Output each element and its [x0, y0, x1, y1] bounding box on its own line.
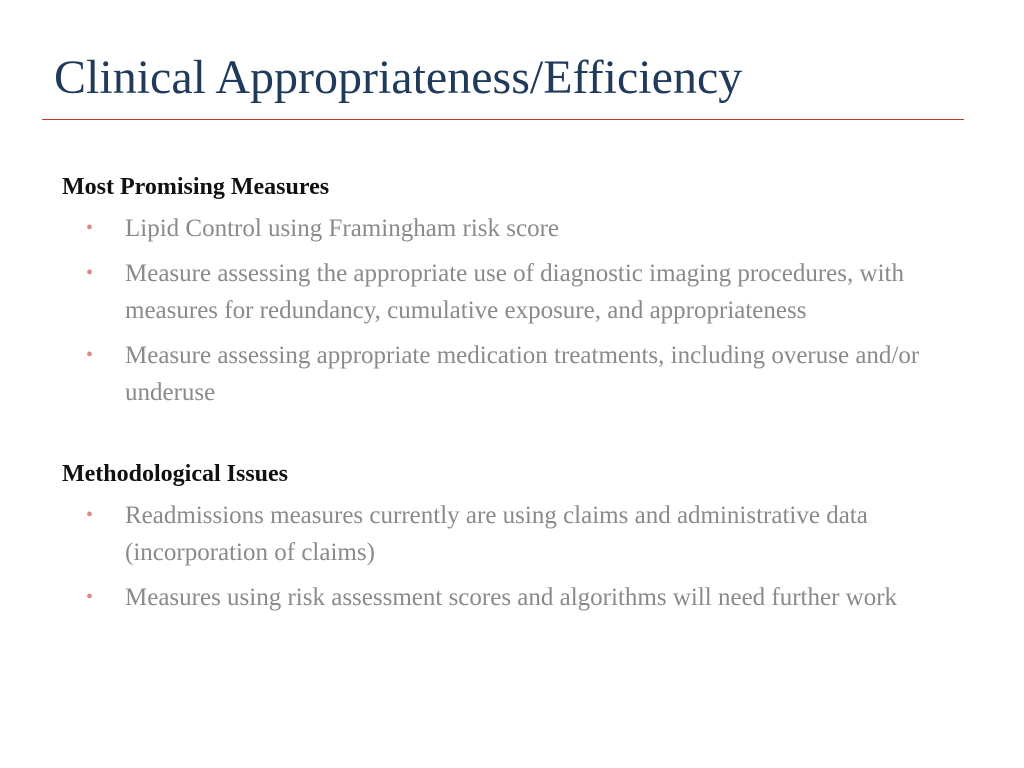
section-heading: Most Promising Measures	[62, 174, 330, 200]
bullet-dot-icon: •	[86, 586, 94, 608]
bullet-text: Measure assessing the appropriate use of diagnostic imaging procedures, with measures for redundancy, cumulative exposure, and appropriateness	[125, 260, 904, 324]
section-most-promising-measures	[62, 170, 972, 411]
slide-title: Clinical Appropriateness/Efficiency	[54, 51, 743, 104]
bullet-dot-icon: •	[86, 217, 94, 239]
bullet-item	[62, 497, 972, 571]
title-divider	[42, 119, 964, 120]
bullet-item	[62, 579, 972, 616]
bullet-text: Measures using risk assessment scores and algorithms will need further work	[125, 584, 898, 611]
bullet-text: Measure assessing appropriate medication treatments, including overuse and/or underuse	[125, 342, 920, 406]
section-methodological-issues	[62, 457, 972, 616]
bullet-item	[62, 337, 972, 411]
bullet-dot-icon: •	[86, 504, 94, 526]
bullet-list	[62, 497, 972, 616]
bullet-list	[62, 210, 972, 411]
slide-body	[62, 170, 972, 624]
bullet-item	[62, 210, 972, 247]
bullet-text: Readmissions measures currently are using claims and administrative data (incorporation of claims)	[125, 502, 868, 566]
section-heading: Methodological Issues	[62, 461, 289, 487]
bullet-text: Lipid Control using Framingham risk score	[125, 215, 559, 242]
bullet-item	[62, 255, 972, 329]
bullet-dot-icon: •	[86, 262, 94, 284]
bullet-dot-icon: •	[86, 344, 94, 366]
